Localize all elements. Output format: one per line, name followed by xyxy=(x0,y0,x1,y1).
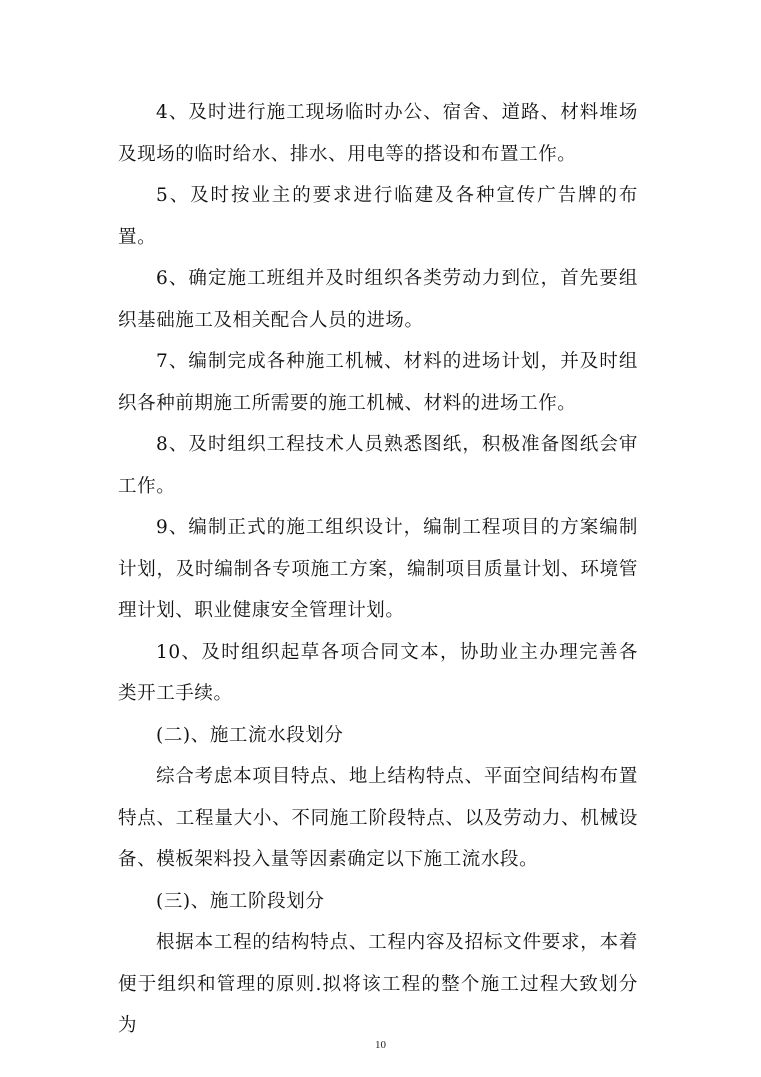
paragraph-item-5: 5、及时按业主的要求进行临建及各种宣传广告牌的布置。 xyxy=(118,185,638,248)
body-text xyxy=(118,92,638,1047)
section-heading-2: (二)、施工流水段划分 xyxy=(156,724,344,746)
paragraph-item-6: 6、确定施工班组并及时组织各类劳动力到位，首先要组织基础施工及相关配合人员的进场。 xyxy=(118,268,638,331)
paragraph-item-8: 8、及时组织工程技术人员熟悉图纸，积极准备图纸会审工作。 xyxy=(118,434,638,497)
section-heading-3: (三)、施工阶段划分 xyxy=(156,890,325,912)
paragraph-item-9: 9、编制正式的施工组织设计，编制工程项目的方案编制计划，及时编制各专项施工方案，编制项目质量计划、环境管理计划、职业健康安全管理计划。 xyxy=(118,517,638,621)
paragraph-item-7: 7、编制完成各种施工机械、材料的进场计划，并及时组织各种前期施工所需要的施工机械、材料的进场工作。 xyxy=(118,351,638,414)
section-3-body: 根据本工程的结构特点、工程内容及招标文件要求，本着便于组织和管理的原则.拟将该工程的整个施工过程大致划分为 xyxy=(118,932,638,1036)
paragraph-item-10: 10、及时组织起草各项合同文本，协助业主办理完善各类开工手续。 xyxy=(118,641,638,704)
page-number: 10 xyxy=(375,1039,386,1051)
section-2-body: 综合考虑本项目特点、地上结构特点、平面空间结构布置特点、工程量大小、不同施工阶段特点、以及劳动力、机械设备、模板架料投入量等因素确定以下施工流水段。 xyxy=(118,766,638,870)
paragraph-item-4: 4、及时进行施工现场临时办公、宿舍、道路、材料堆场及现场的临时给水、排水、用电等的搭设和布置工作。 xyxy=(118,102,638,165)
